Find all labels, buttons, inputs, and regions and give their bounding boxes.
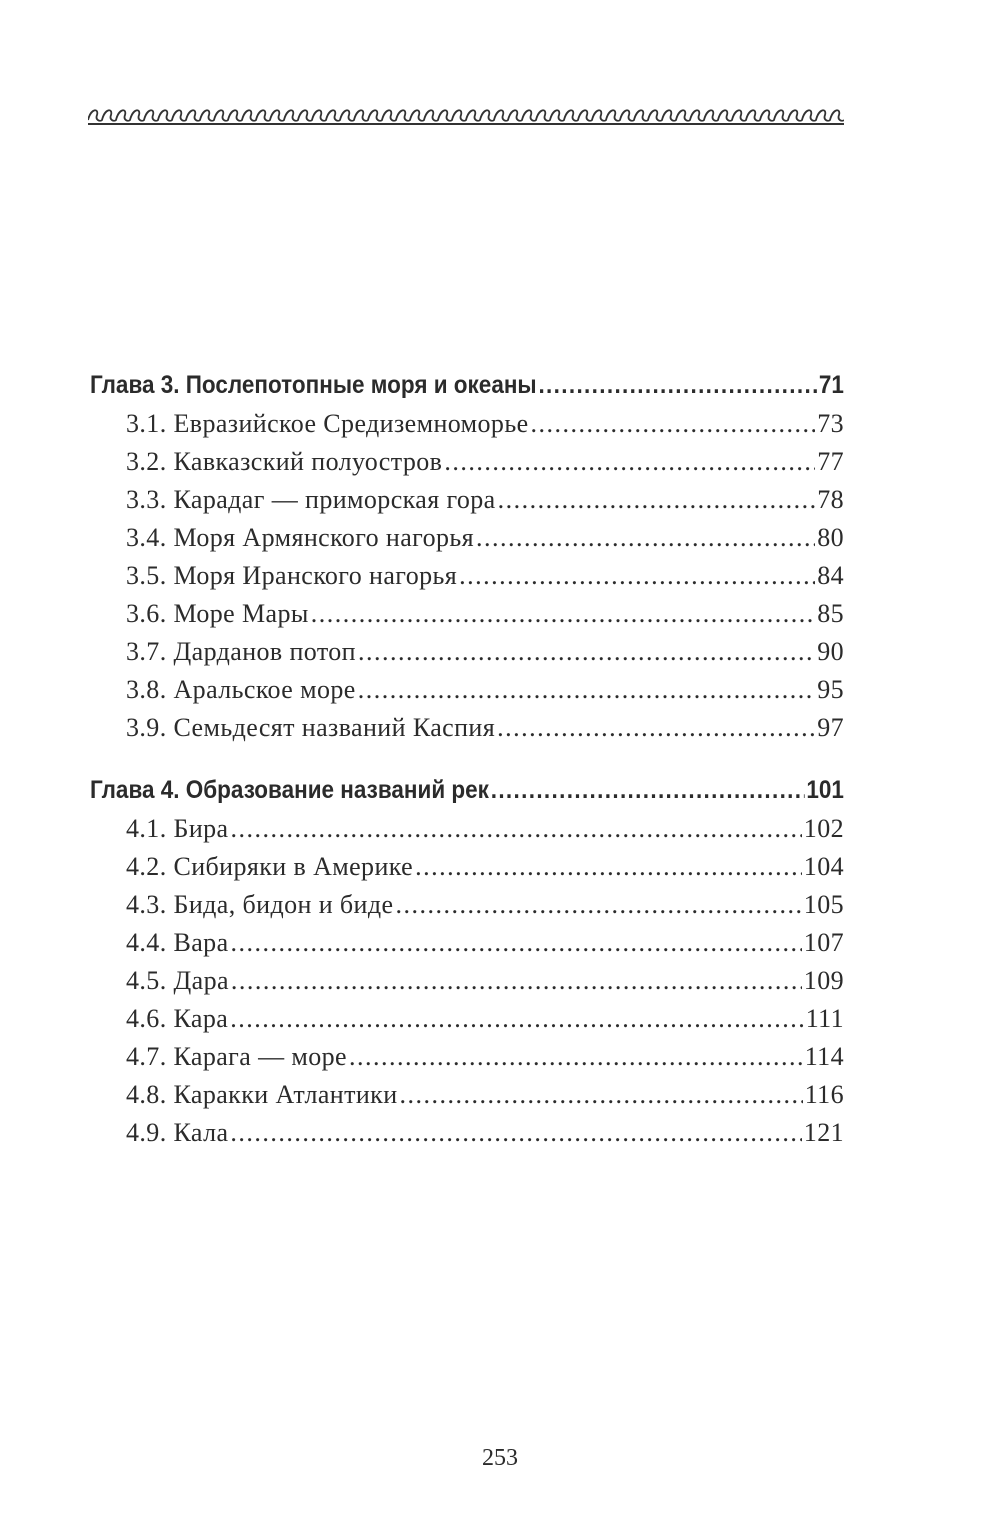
entry-page: 78 — [817, 485, 844, 514]
entry-page: 73 — [817, 409, 844, 438]
entry-title: 4.9. Кала — [126, 1118, 229, 1147]
toc-entry[interactable] — [90, 405, 844, 443]
dot-leader — [491, 770, 805, 810]
toc-entry[interactable] — [90, 443, 844, 481]
entry-title: 4.8. Каракки Атлантики — [126, 1080, 398, 1109]
entry-title: 4.5. Дара — [126, 966, 229, 995]
dot-leader — [476, 519, 815, 557]
dot-leader — [538, 365, 817, 405]
toc-entry[interactable] — [90, 557, 844, 595]
entry-page: 95 — [817, 675, 844, 704]
dot-leader — [531, 405, 816, 443]
chapter-page: 71 — [818, 371, 844, 399]
entry-page: 97 — [817, 713, 844, 742]
table-of-contents — [90, 365, 844, 1152]
chapter-heading[interactable] — [90, 770, 844, 810]
entry-page: 77 — [817, 447, 844, 476]
dot-leader — [230, 810, 801, 848]
entry-page: 107 — [803, 928, 844, 957]
dot-leader — [400, 1076, 803, 1114]
dot-leader — [231, 924, 802, 962]
entry-page: 80 — [817, 523, 844, 552]
toc-entry[interactable] — [90, 633, 844, 671]
entry-page: 114 — [804, 1042, 844, 1071]
dot-leader — [497, 709, 815, 747]
toc-entry[interactable] — [90, 1000, 844, 1038]
toc-entry[interactable] — [90, 519, 844, 557]
entry-title: 3.2. Кавказский полуостров — [126, 447, 443, 476]
entry-page: 90 — [817, 637, 844, 666]
entry-title: 4.2. Сибиряки в Америке — [126, 852, 414, 881]
dot-leader — [230, 1114, 801, 1152]
entry-title: 3.3. Карадаг — приморская гора — [126, 485, 496, 514]
entry-page: 105 — [803, 890, 844, 919]
dot-leader — [459, 557, 815, 595]
entry-title: 4.7. Карага — море — [126, 1042, 347, 1071]
entry-page: 85 — [817, 599, 844, 628]
toc-entry[interactable] — [90, 1114, 844, 1152]
toc-entry[interactable] — [90, 1038, 844, 1076]
entry-title: 4.1. Бира — [126, 814, 229, 843]
chapter-title: Глава 4. Образование названий рек — [90, 776, 489, 804]
toc-entry[interactable] — [90, 924, 844, 962]
chapter-heading[interactable] — [90, 365, 844, 405]
dot-leader — [358, 633, 815, 671]
dot-leader — [395, 886, 801, 924]
entry-title: 4.4. Вара — [126, 928, 229, 957]
entry-page: 116 — [804, 1080, 844, 1109]
entry-title: 4.3. Бида, бидон и биде — [126, 890, 394, 919]
entry-page: 104 — [803, 852, 844, 881]
dot-leader — [231, 962, 802, 1000]
entry-title: 3.1. Евразийское Средиземноморье — [126, 409, 529, 438]
entry-title: 3.9. Семьдесят названий Каспия — [126, 713, 496, 742]
entry-page: 111 — [805, 1004, 844, 1033]
toc-entry[interactable] — [90, 709, 844, 747]
dot-leader — [358, 671, 816, 709]
entry-page: 121 — [803, 1118, 844, 1147]
entry-title: 3.8. Аральское море — [126, 675, 356, 704]
entry-title: 3.7. Дарданов потоп — [126, 637, 356, 666]
dot-leader — [498, 481, 816, 519]
toc-entry[interactable] — [90, 848, 844, 886]
dot-leader — [444, 443, 815, 481]
dot-leader — [415, 848, 802, 886]
chapter-page: 101 — [806, 776, 844, 804]
toc-entry[interactable] — [90, 671, 844, 709]
page-number: 253 — [482, 1445, 518, 1471]
dot-leader — [349, 1038, 803, 1076]
entry-title: 3.4. Моря Армянского нагорья — [126, 523, 474, 552]
entry-title: 3.5. Моря Иранского нагорья — [126, 561, 458, 590]
entry-page: 109 — [803, 966, 844, 995]
dot-leader — [311, 595, 815, 633]
toc-entry[interactable] — [90, 481, 844, 519]
toc-entry[interactable] — [90, 886, 844, 924]
toc-entry[interactable] — [90, 810, 844, 848]
toc-entry[interactable] — [90, 962, 844, 1000]
entry-title: 4.6. Кара — [126, 1004, 229, 1033]
entry-page: 84 — [817, 561, 844, 590]
toc-entry[interactable] — [90, 1076, 844, 1114]
toc-entry[interactable] — [90, 595, 844, 633]
dot-leader — [230, 1000, 804, 1038]
decorative-header-ornament — [88, 104, 844, 130]
entry-page: 102 — [803, 814, 844, 843]
chapter-title: Глава 3. Послепотопные моря и океаны — [90, 371, 537, 399]
entry-title: 3.6. Море Мары — [126, 599, 309, 628]
